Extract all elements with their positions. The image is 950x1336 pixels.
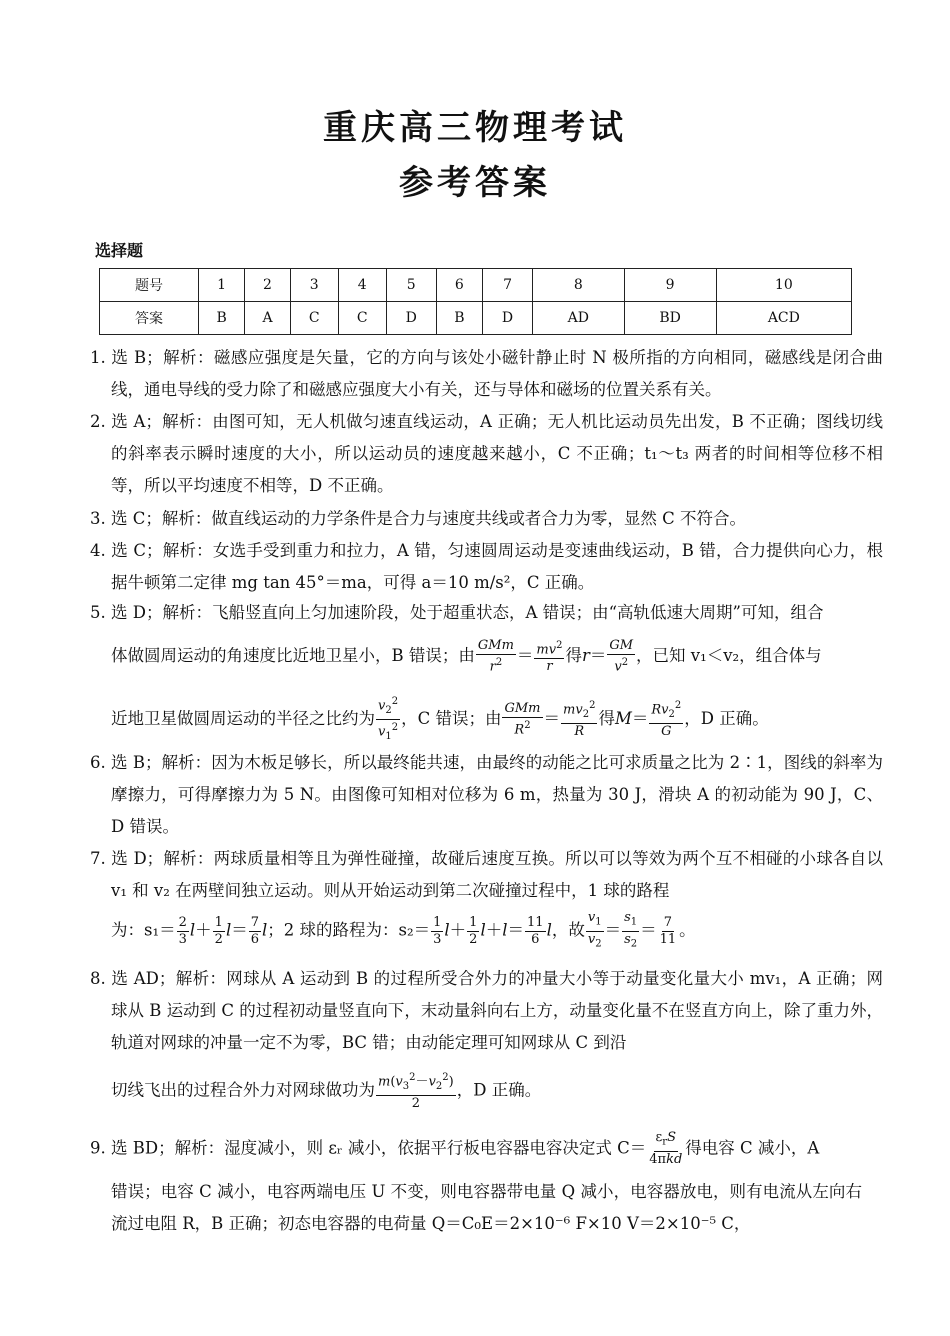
row-label: 答案 — [100, 302, 199, 335]
table-row — [100, 302, 852, 335]
table-cell: 3 — [290, 269, 338, 302]
answer-item-8-formula — [90, 1070, 862, 1112]
answer-table — [99, 268, 852, 335]
table-cell: ACD — [716, 302, 851, 335]
text-span: 得 — [565, 646, 582, 666]
answer-item-5-line2: 体做圆周运动的角速度比近地卫星小，B 错误；由 $\frac{\text{GMm}}{r^2}$ ＝ $\frac{mv^2}{r}$ 得r＝ $\frac{GM}{v^2}$ ，已知 v₁＜v₂，组合体与 — [111, 638, 822, 675]
table-cell: BD — [624, 302, 716, 335]
text-span: ，D 正确。 — [684, 708, 769, 728]
text-span: 9. 选 BD；解析：湿度减小，则 εᵣ 减小，依据平行板电容器电容决定式 C＝ — [90, 1138, 647, 1158]
table-cell: C — [290, 302, 338, 335]
formula-fraction: $\frac{1}{2}$ — [469, 914, 478, 947]
formula-fraction: $\frac{mv_2^2}{R}$ — [563, 700, 596, 740]
formula-fraction: $\frac{11}{6}$ — [527, 914, 544, 947]
text-span: ；2 球的路程为：s₂＝ — [267, 920, 431, 940]
answer-item-1: 1. 选 B；解析：磁感应强度是矢量，它的方向与该处小磁针静止时 N 极所指的方向相同，磁感线是闭合曲线，通电导线的受力除了和磁感应强度大小有关，还与导体和磁场的位置关系有关。 — [90, 348, 883, 399]
table-cell: 8 — [533, 269, 624, 302]
page-subtitle: 参考答案 — [399, 163, 551, 203]
formula-fraction: $\frac{7}{11}$ — [659, 914, 677, 947]
formula-fraction: $\frac{\text{GMm}}{r^2}$ — [477, 638, 514, 675]
text-span: 得电容 C 减小，A — [685, 1138, 820, 1158]
answer-item-2: 2. 选 A；解析：由图可知，无人机做匀速直线运动，A 正确；无人机比运动员先出发，B 不正确；图线切线的斜率表示瞬时速度的大小，所以运动员的速度越来越小，C 不正确；t₁～t₃ 两者的时间相等位移不相等，所以平均速度不相等，D 不正确。 — [90, 412, 883, 495]
answer-item-5-line3: 近地卫星做圆周运动的半径之比约为 $\frac{v_2^2}{v_1^2}$ ，C 错误；由 $\frac{\text{GMm}}{R^2}$ ＝ $\frac{mv_2^2}{R}$ 得M＝ $\frac{Rv_2^2}{G}$ ，D 正确。 — [90, 694, 862, 745]
table-cell: 1 — [199, 269, 245, 302]
formula-fraction: $\frac{v_2^2}{v_1^2}$ — [378, 696, 399, 742]
text-span: ，故 — [551, 920, 585, 940]
table-cell: 4 — [338, 269, 386, 302]
text-span: 为：s₁＝ — [111, 920, 176, 940]
answer-item-7-formula: 为：s₁＝ $\frac{2}{3}$ l＋ $\frac{1}{2}$ l＝ $\frac{7}{6}$ l；2 球的路程为：s₂＝ $\frac{1}{3}$ l＋ $\frac{1}{2}$ l＋l＝ $\frac{11}{6}$ l，故 $\frac{v_1}{v_2}$ ＝ $\frac{s_1}{s_2}$ ＝ $\frac{7}{11}$ 。 — [90, 910, 862, 952]
table-cell: 6 — [436, 269, 482, 302]
table-cell: 5 — [386, 269, 436, 302]
table-cell: 9 — [624, 269, 716, 302]
table-cell: 10 — [716, 269, 851, 302]
answer-item-9-lines: 错误；电容 C 减小，电容两端电压 U 不变，则电容器带电量 Q 减小，电容器放电，则有电流从左向右流过电阻 R，B 正确；初态电容器的电荷量 Q＝C₀E＝2×10⁻⁶ F×10 V＝2×10⁻⁵ C， — [111, 1182, 862, 1233]
formula-fraction: $\frac{7}{6}$ — [250, 914, 259, 947]
table-cell: A — [245, 302, 291, 335]
formula-fraction: $\frac{1}{2}$ — [214, 914, 223, 947]
section-heading: 选择题 — [95, 241, 144, 260]
answer-item-4: 4. 选 C；解析：女选手受到重力和拉力，A 错，匀速圆周运动是变速曲线运动，B 错，合力提供向心力，根据牛顿第二定律 mg tan 45°＝ma，可得 a＝10 m/s²，C 正确。 — [90, 541, 883, 592]
answer-item-7-lines: 7. 选 D；解析：两球质量相等且为弹性碰撞，故碰后速度互换。所以可以等效为两个互不相碰的小球各自以 v₁ 和 v₂ 在两壁间独立运动。则从开始运动到第二次碰撞过程中，1 球的路程 — [90, 849, 883, 900]
formula-fraction: $\frac{\varepsilon_rS}{\text{4πkd}}$ — [649, 1130, 683, 1167]
row-label: 题号 — [100, 269, 199, 302]
table-cell: 7 — [482, 269, 532, 302]
formula-fraction: $\frac{Rv_2^2}{G}$ — [651, 700, 682, 740]
formula-fraction: $\frac{mv^2}{r}$ — [536, 640, 563, 675]
text-span: 。 — [679, 920, 696, 940]
table-cell: 2 — [245, 269, 291, 302]
answer-item-3: 3. 选 C；解析：做直线运动的力学条件是合力与速度共线或者合力为零，显然 C 不符合。 — [90, 509, 746, 528]
text-span: 体做圆周运动的角速度比近地卫星小，B 错误；由 — [111, 646, 475, 666]
table-cell: B — [436, 302, 482, 335]
formula-fraction: $\frac{2}{3}$ — [178, 914, 187, 947]
formula-fraction: $\frac{1}{3}$ — [433, 914, 442, 947]
table-cell: AD — [533, 302, 624, 335]
text-span: ，C 错误；由 — [401, 708, 502, 728]
answer-item-5-line1: 5. 选 D；解析：飞船竖直向上匀加速阶段，处于超重状态，A 错误；由“高轨低速大周期”可知，组合 — [90, 603, 824, 622]
answer-item-8-lines: 8. 选 AD；解析：网球从 A 运动到 B 的过程所受合外力的冲量大小等于动量变化量大小 mv₁，A 正确；网球从 B 运动到 C 的过程初动量竖直向下，末动量斜向右上方，动量变化量不在竖直方向上，除了重力外，轨道对网球的冲量一定不为零，BC 错；由动能定理可知网球从 C 到沿 — [90, 969, 883, 1052]
formula-fraction: $\frac{s_1}{s_2}$ — [624, 910, 638, 950]
page-title: 重庆高三物理考试 — [323, 108, 627, 148]
table-row — [100, 269, 852, 302]
table-cell: D — [482, 302, 532, 335]
table-cell: C — [338, 302, 386, 335]
answer-item-9-line1 — [90, 1130, 883, 1168]
formula-fraction: $\frac{v_1}{v_2}$ — [587, 910, 602, 950]
formula-fraction: $\frac{GM}{v^2}$ — [609, 638, 634, 675]
text-span: 近地卫星做圆周运动的半径之比约为 — [111, 708, 375, 728]
table-cell: D — [386, 302, 436, 335]
text-span: 得 — [598, 708, 615, 728]
formula-fraction: $\frac{m(v_3^2-v_2^2)}{2}$ — [378, 1072, 454, 1111]
table-cell: B — [199, 302, 245, 335]
text-span: 切线飞出的过程合外力对网球做功为 — [111, 1080, 375, 1100]
formula-fraction: $\frac{\text{GMm}}{R^2}$ — [504, 700, 541, 738]
text-span: ，D 正确。 — [456, 1080, 542, 1100]
answer-item-6: 6. 选 B；解析：因为木板足够长，所以最终能共速，由最终的动能之比可求质量之比为 2∶1，图线的斜率为摩擦力，可得摩擦力为 5 N。由图像可知相对位移为 6 m，热量为 30 J，滑块 A 的初动能为 90 J，C、D 错误。 — [90, 753, 883, 836]
text-span: ，已知 v₁＜v₂，组合体与 — [636, 646, 822, 666]
